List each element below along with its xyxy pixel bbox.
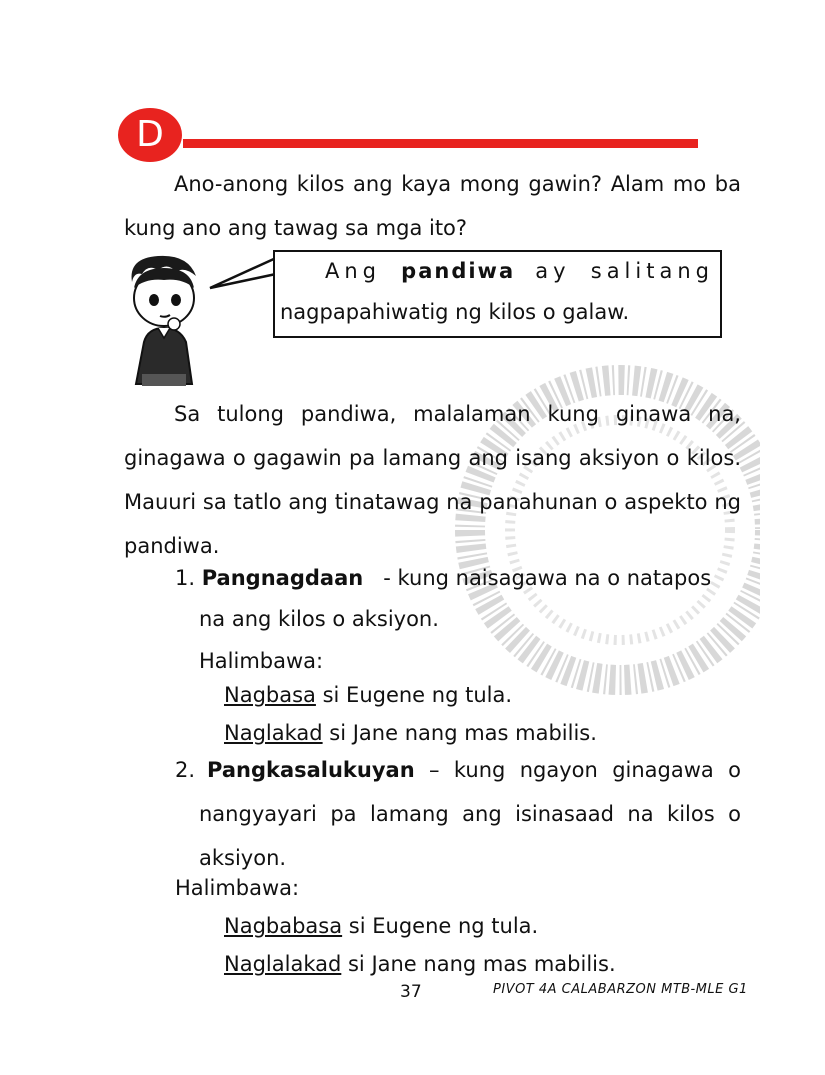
page-number: 37 xyxy=(400,982,422,1002)
item-1-example-1 xyxy=(224,680,512,710)
example-verb: Nagbasa xyxy=(224,683,316,707)
item-2-example-2 xyxy=(224,949,616,979)
item-1-heading xyxy=(175,563,711,593)
definition-line-1 xyxy=(325,255,714,287)
item-1-example-label: Halimbawa: xyxy=(199,649,324,673)
item-1-desc-a: - kung naisagawa na o natapos xyxy=(369,566,712,590)
footer-text: PIVOT 4A CALABARZON MTB-MLE G1 xyxy=(493,982,748,997)
item-2-number: 2. xyxy=(175,758,196,782)
boy-thinking-icon xyxy=(118,252,210,388)
item-2-example-label: Halimbawa: xyxy=(175,876,300,900)
section-badge: D xyxy=(118,108,182,162)
example-verb: Nagbabasa xyxy=(224,914,343,938)
example-rest: si Jane nang mas mabilis. xyxy=(322,721,597,745)
speech-bubble-tail xyxy=(208,252,280,300)
example-verb: Naglakad xyxy=(224,721,323,745)
intro-text: Ano-anong kilos ang kaya mong gawin? Alam mo ba kung ano ang tawag sa mga ito? xyxy=(124,172,741,240)
item-2-term: Pangkasalukuyan xyxy=(207,758,415,782)
item-1-term: Pangnagdaan xyxy=(201,566,364,590)
section-divider xyxy=(183,139,698,148)
definition-part1: Ang xyxy=(325,259,382,283)
example-rest: si Jane nang mas mabilis. xyxy=(341,952,616,976)
item-1-desc-b: na ang kilos o aksiyon. xyxy=(199,607,439,631)
definition-part2: ay salitang xyxy=(535,259,714,283)
item-2-example-1 xyxy=(224,911,538,941)
item-1-example-2 xyxy=(224,718,597,748)
definition-term: pandiwa xyxy=(401,259,516,283)
example-rest: si Eugene ng tula. xyxy=(315,683,513,707)
example-rest: si Eugene ng tula. xyxy=(342,914,539,938)
explanation-paragraph: Sa tulong pandiwa, malalaman kung ginawa na, ginagawa o gagawin pa lamang ang isang aksiyon o kilos. Mauuri sa tatlo ang tinatawag na panahunan o aspekto ng pandiwa. xyxy=(124,402,741,558)
item-2-description xyxy=(199,748,741,880)
item-1-number: 1. xyxy=(175,566,196,590)
item-2-desc: – kung ngayon ginagawa o nangyayari pa lamang ang isinasaad na kilos o aksiyon. xyxy=(199,758,741,870)
example-verb: Naglalakad xyxy=(224,952,342,976)
definition-line-2: nagpapahiwatig ng kilos o galaw. xyxy=(280,300,630,324)
